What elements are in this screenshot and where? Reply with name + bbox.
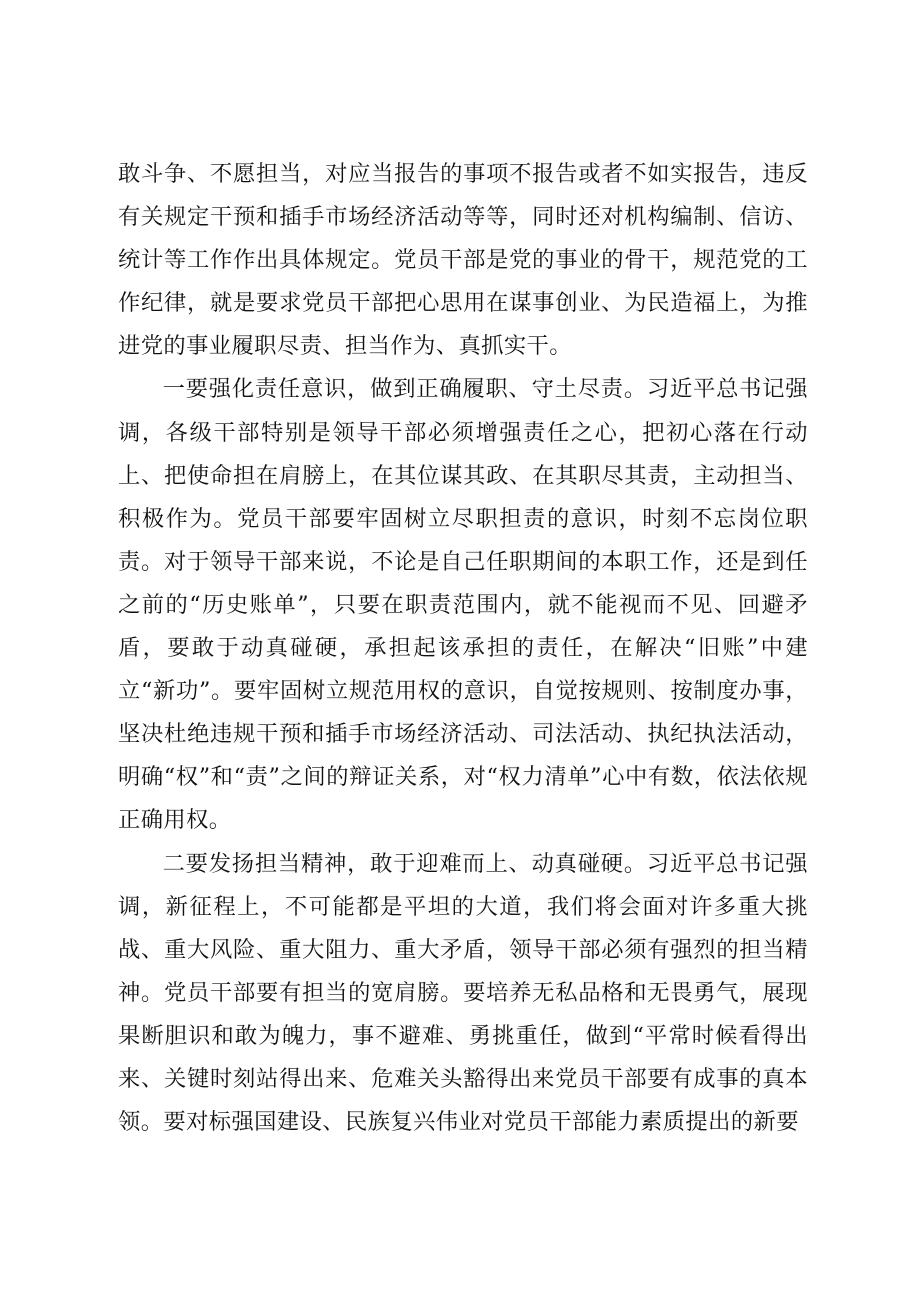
paragraph-responsibility: 一要强化责任意识，做到正确履职、守土尽责。习近平总书记强调，各级干部特别是领导干部必须增强责任之心，把初心落在行动上、把使命担在肩膀上，在其位谋其政、在其职尽其责，主动担当、积极作为。党员干部要牢固树立尽职担责的意识，时刻不忘岗位职责。对于领导干部来说，不论是自己任职期间的本职工作，还是到任之前的“历史账单”，只要在职责范围内，就不能视而不见、回避矛盾，要敢于动真碰硬，承担起该承担的责任，在解决“旧账”中建立“新功”。要牢固树立规范用权的意识，自觉按规则、按制度办事，坚决杜绝违规干预和插手市场经济活动、司法活动、执纪执法活动，明确“权”和“责”之间的辩证关系，对“权力清单”心中有数，依法依规正确用权。 [118,376,808,834]
paragraph-continuation: 敢斗争、不愿担当，对应当报告的事项不报告或者不如实报告，违反有关规定干预和插手市场经济活动等等，同时还对机构编制、信访、统计等工作作出具体规定。党员干部是党的事业的骨干，规范党的工作纪律，就是要求党员干部把心思用在谋事创业、为民造福上，为推进党的事业履职尽责、担当作为、真抓实干。 [118,161,808,360]
document-body [118,153,808,1144]
paragraph-courage: 二要发扬担当精神，敢于迎难而上、动真碰硬。习近平总书记强调，新征程上，不可能都是平坦的大道，我们将会面对许多重大挑战、重大风险、重大阻力、重大矛盾，领导干部必须有强烈的担当精神。党员干部要有担当的宽肩膀。要培养无私品格和无畏勇气，展现果断胆识和敢为魄力，事不避难、勇挑重任，做到“平常时候看得出来、关键时刻站得出来、危难关头豁得出来党员干部要有成事的真本领。要对标强国建设、民族复兴伟业对党员干部能力素质提出的新要 [118,850,808,1136]
